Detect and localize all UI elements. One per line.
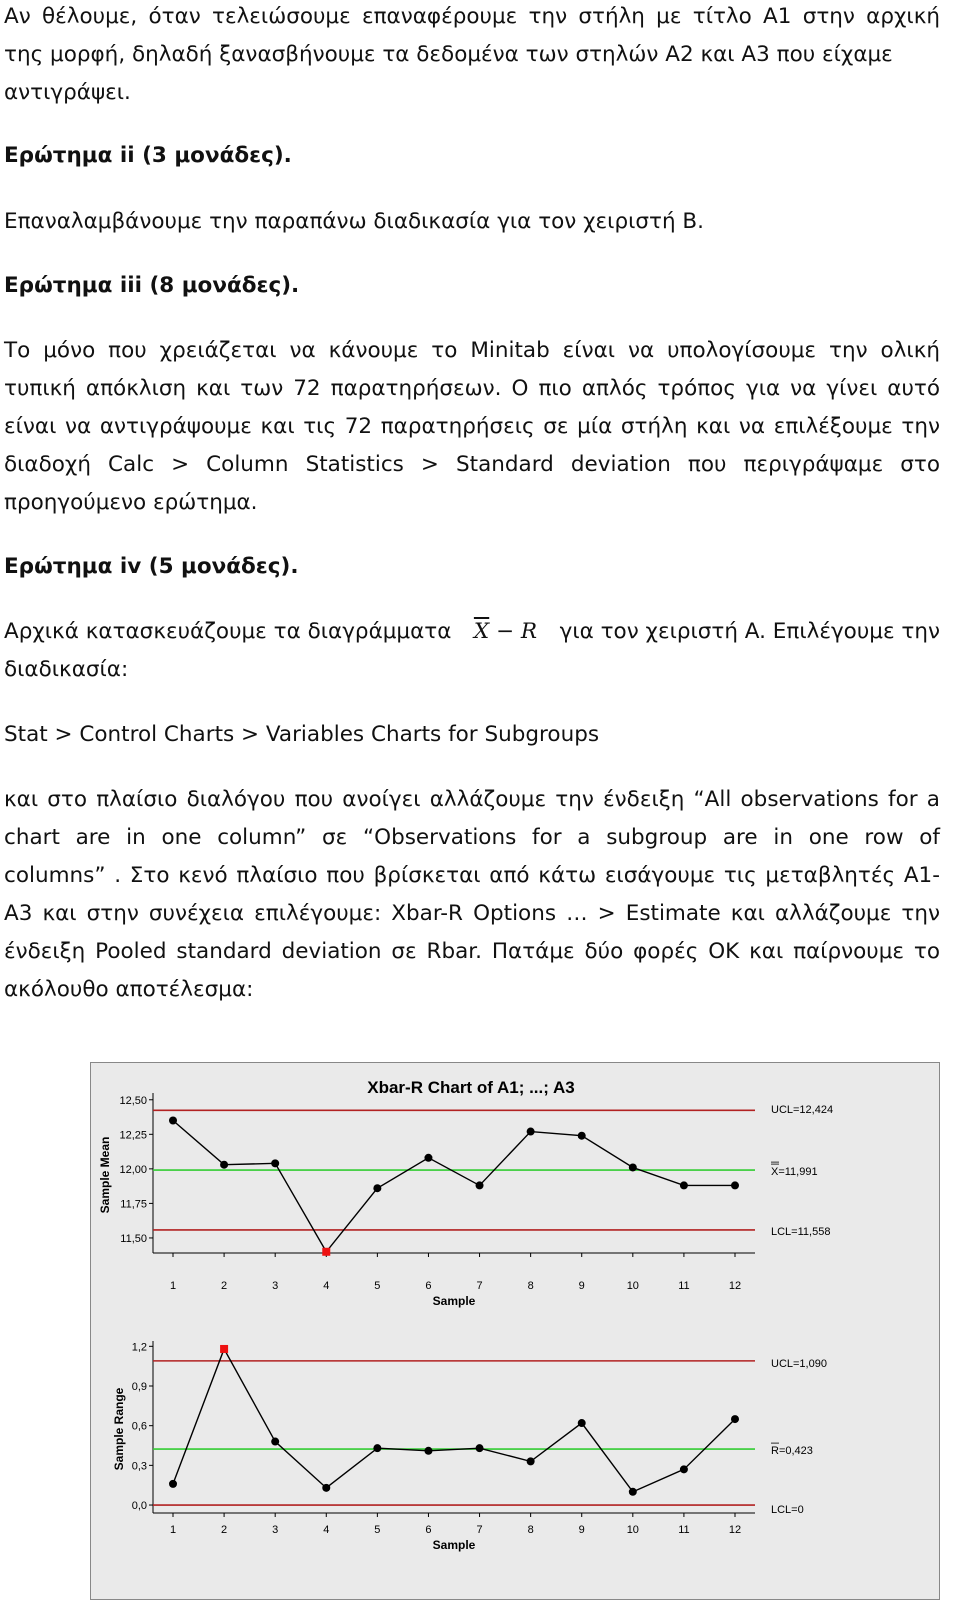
x-tick-label: 8 — [527, 1524, 534, 1536]
x-tick-label: 11 — [678, 1524, 690, 1536]
x-tick-label: 2 — [221, 1280, 228, 1292]
y-tick-label: 0,0 — [131, 1500, 147, 1513]
y-tick-label: 12,50 — [119, 1094, 147, 1107]
paragraph-restore — [4, 0, 940, 112]
data-point — [169, 1480, 177, 1488]
data-point — [629, 1163, 637, 1171]
chart-title: Xbar-R Chart of A1; ...; A3 — [367, 1078, 575, 1097]
x-tick-label: 10 — [626, 1280, 639, 1292]
paragraph-question-ii: Επαναλαμβάνουμε την παραπάνω διαδικασία για τον χειριστή B. — [4, 209, 704, 234]
heading-question-iii: Ερώτημα iii (8 μονάδες). — [4, 273, 300, 298]
data-point — [322, 1484, 330, 1492]
paragraph-line: ακόλουθο αποτέλεσμα: — [4, 977, 254, 1002]
x-tick-label: 9 — [578, 1524, 585, 1536]
data-point — [476, 1181, 484, 1189]
data-point — [424, 1447, 432, 1455]
out-of-control-marker — [322, 1248, 330, 1256]
x-tick-label: 2 — [221, 1524, 228, 1536]
data-point — [731, 1415, 739, 1423]
r-chart-panel — [112, 1341, 827, 1552]
x-tick-label: 1 — [169, 1280, 177, 1292]
paragraph-line: ένδειξη Pooled standard deviation σε Rbar. Πατάμε δύο φορές OK και παίρνουμε το — [4, 939, 940, 964]
paragraph-line: A3 και στην συνέχεια επιλέγουμε: Xbar-R Options … > Estimate και αλλάζουμε την — [4, 901, 940, 926]
heading-question-iv: Ερώτημα iv (5 μονάδες). — [4, 554, 299, 579]
data-point — [424, 1154, 432, 1162]
text-run: για τον χειριστή A. Επιλέγουμε την — [559, 619, 940, 644]
paragraph-line: και στο πλαίσιο διαλόγου που ανοίγει αλλάζουμε την ένδειξη “All observations for a — [4, 787, 940, 812]
paragraph-line: Το μόνο που χρειάζεται να κάνουμε το Minitab είναι να υπολογίσουμε την ολική — [4, 338, 940, 363]
data-point — [373, 1444, 381, 1452]
data-point — [271, 1159, 279, 1167]
x-tick-label: 4 — [323, 1524, 330, 1536]
data-point — [680, 1465, 688, 1473]
x-tick-label: 9 — [578, 1280, 585, 1292]
y-axis-title: Sample Range — [112, 1387, 126, 1471]
text-run: Αρχικά κατασκευάζουμε τα διαγράμματα — [4, 619, 452, 644]
x-tick-label: 5 — [374, 1524, 381, 1536]
lcl-label: LCL=11,558 — [771, 1225, 831, 1238]
math-r: R — [520, 619, 538, 644]
y-tick-label: 12,25 — [119, 1129, 147, 1142]
ucl-label: UCL=1,090 — [771, 1358, 827, 1370]
x-tick-label: 8 — [527, 1280, 534, 1292]
x-tick-label: 11 — [678, 1280, 690, 1292]
x-tick-label: 6 — [425, 1280, 432, 1292]
data-point — [220, 1161, 228, 1169]
paragraph-line: διαδικασία: — [4, 657, 129, 682]
x-tick-label: 10 — [626, 1524, 639, 1536]
data-point — [476, 1444, 484, 1452]
data-point — [731, 1181, 739, 1189]
y-tick-label: 11,50 — [120, 1232, 147, 1245]
center-label: R=0,423 — [771, 1445, 813, 1458]
ucl-label: UCL=12,424 — [771, 1104, 834, 1116]
math-operator: − — [489, 619, 521, 644]
x-axis-title: Sample — [432, 1294, 476, 1308]
paragraph-line: chart are in one column” σε “Observations for a subgroup are in one row of — [4, 825, 940, 850]
x-tick-label: 5 — [374, 1280, 381, 1292]
paragraph-line: τυπική απόκλιση και των 72 παρατηρήσεων. Ο πιο απλός τρόπος για να γίνει αυτό — [4, 376, 940, 401]
paragraph-line: είναι να αντιγράψουμε και τις 72 παρατηρήσεις σε μία στήλη και να επιλέξουμε την — [4, 414, 940, 439]
paragraph-line: προηγούμενο ερώτημα. — [4, 490, 258, 515]
data-point — [169, 1116, 177, 1124]
paragraph-line: columns” . Στο κενό πλαίσιο που βρίσκεται από κάτω εισάγουμε τις μεταβλητές A1- — [4, 863, 940, 888]
paragraph-question-iii — [4, 332, 940, 522]
control-charts-svg — [91, 1063, 939, 1599]
math-x-bar-minus-r — [474, 613, 537, 651]
data-line — [173, 1349, 735, 1492]
y-tick-label: 0,3 — [131, 1460, 147, 1473]
data-point — [527, 1128, 535, 1136]
y-tick-label: 1,2 — [131, 1341, 147, 1354]
x-tick-label: 12 — [728, 1280, 742, 1292]
y-tick-label: 11,75 — [120, 1198, 147, 1211]
math-x-bar: $\overline{X}$ — [473, 619, 490, 644]
x-tick-label: 3 — [272, 1524, 279, 1536]
paragraph-line — [4, 613, 940, 651]
data-point — [527, 1457, 535, 1465]
out-of-control-marker — [220, 1345, 228, 1353]
y-axis-title: Sample Mean — [98, 1136, 112, 1214]
paragraph-line: διαδοχή Calc > Column Statistics > Standard deviation που περιγράψαμε στο — [4, 452, 940, 477]
data-line — [173, 1120, 735, 1251]
xbar-chart-panel — [98, 1093, 833, 1308]
paragraph-line: της μορφή, δηλαδή ξανασβήνουμε τα δεδομένα των στηλών A2 και A3 που είχαμε — [4, 42, 893, 67]
xbar-r-chart-figure — [90, 1062, 940, 1600]
x-tick-label: 1 — [169, 1524, 177, 1536]
x-tick-label: 6 — [425, 1524, 432, 1536]
data-point — [680, 1181, 688, 1189]
y-tick-label: 12,00 — [119, 1163, 147, 1176]
lcl-label: LCL=0 — [771, 1504, 804, 1516]
x-tick-label: 7 — [476, 1524, 483, 1536]
x-tick-label: 3 — [272, 1280, 279, 1292]
heading-question-ii: Ερώτημα ii (3 μονάδες). — [4, 143, 292, 168]
y-tick-label: 0,6 — [131, 1420, 147, 1433]
x-axis-title: Sample — [432, 1538, 476, 1552]
center-label: X=11,991 — [771, 1166, 818, 1179]
menu-path: Stat > Control Charts > Variables Charts for Subgroups — [4, 722, 600, 747]
data-point — [373, 1184, 381, 1192]
paragraph-question-iv — [4, 613, 940, 689]
x-tick-label: 12 — [728, 1524, 742, 1536]
x-tick-label: 4 — [323, 1280, 330, 1292]
data-point — [578, 1419, 586, 1427]
data-point — [578, 1132, 586, 1140]
data-point — [271, 1438, 279, 1446]
paragraph-line: αντιγράψει. — [4, 80, 131, 105]
paragraph-line: Αν θέλουμε, όταν τελειώσουμε επαναφέρουμε την στήλη με τίτλο A1 στην αρχική — [4, 4, 940, 29]
paragraph-instructions — [4, 781, 940, 1009]
y-tick-label: 0,9 — [131, 1381, 147, 1393]
x-tick-label: 7 — [476, 1280, 483, 1292]
data-point — [629, 1488, 637, 1496]
